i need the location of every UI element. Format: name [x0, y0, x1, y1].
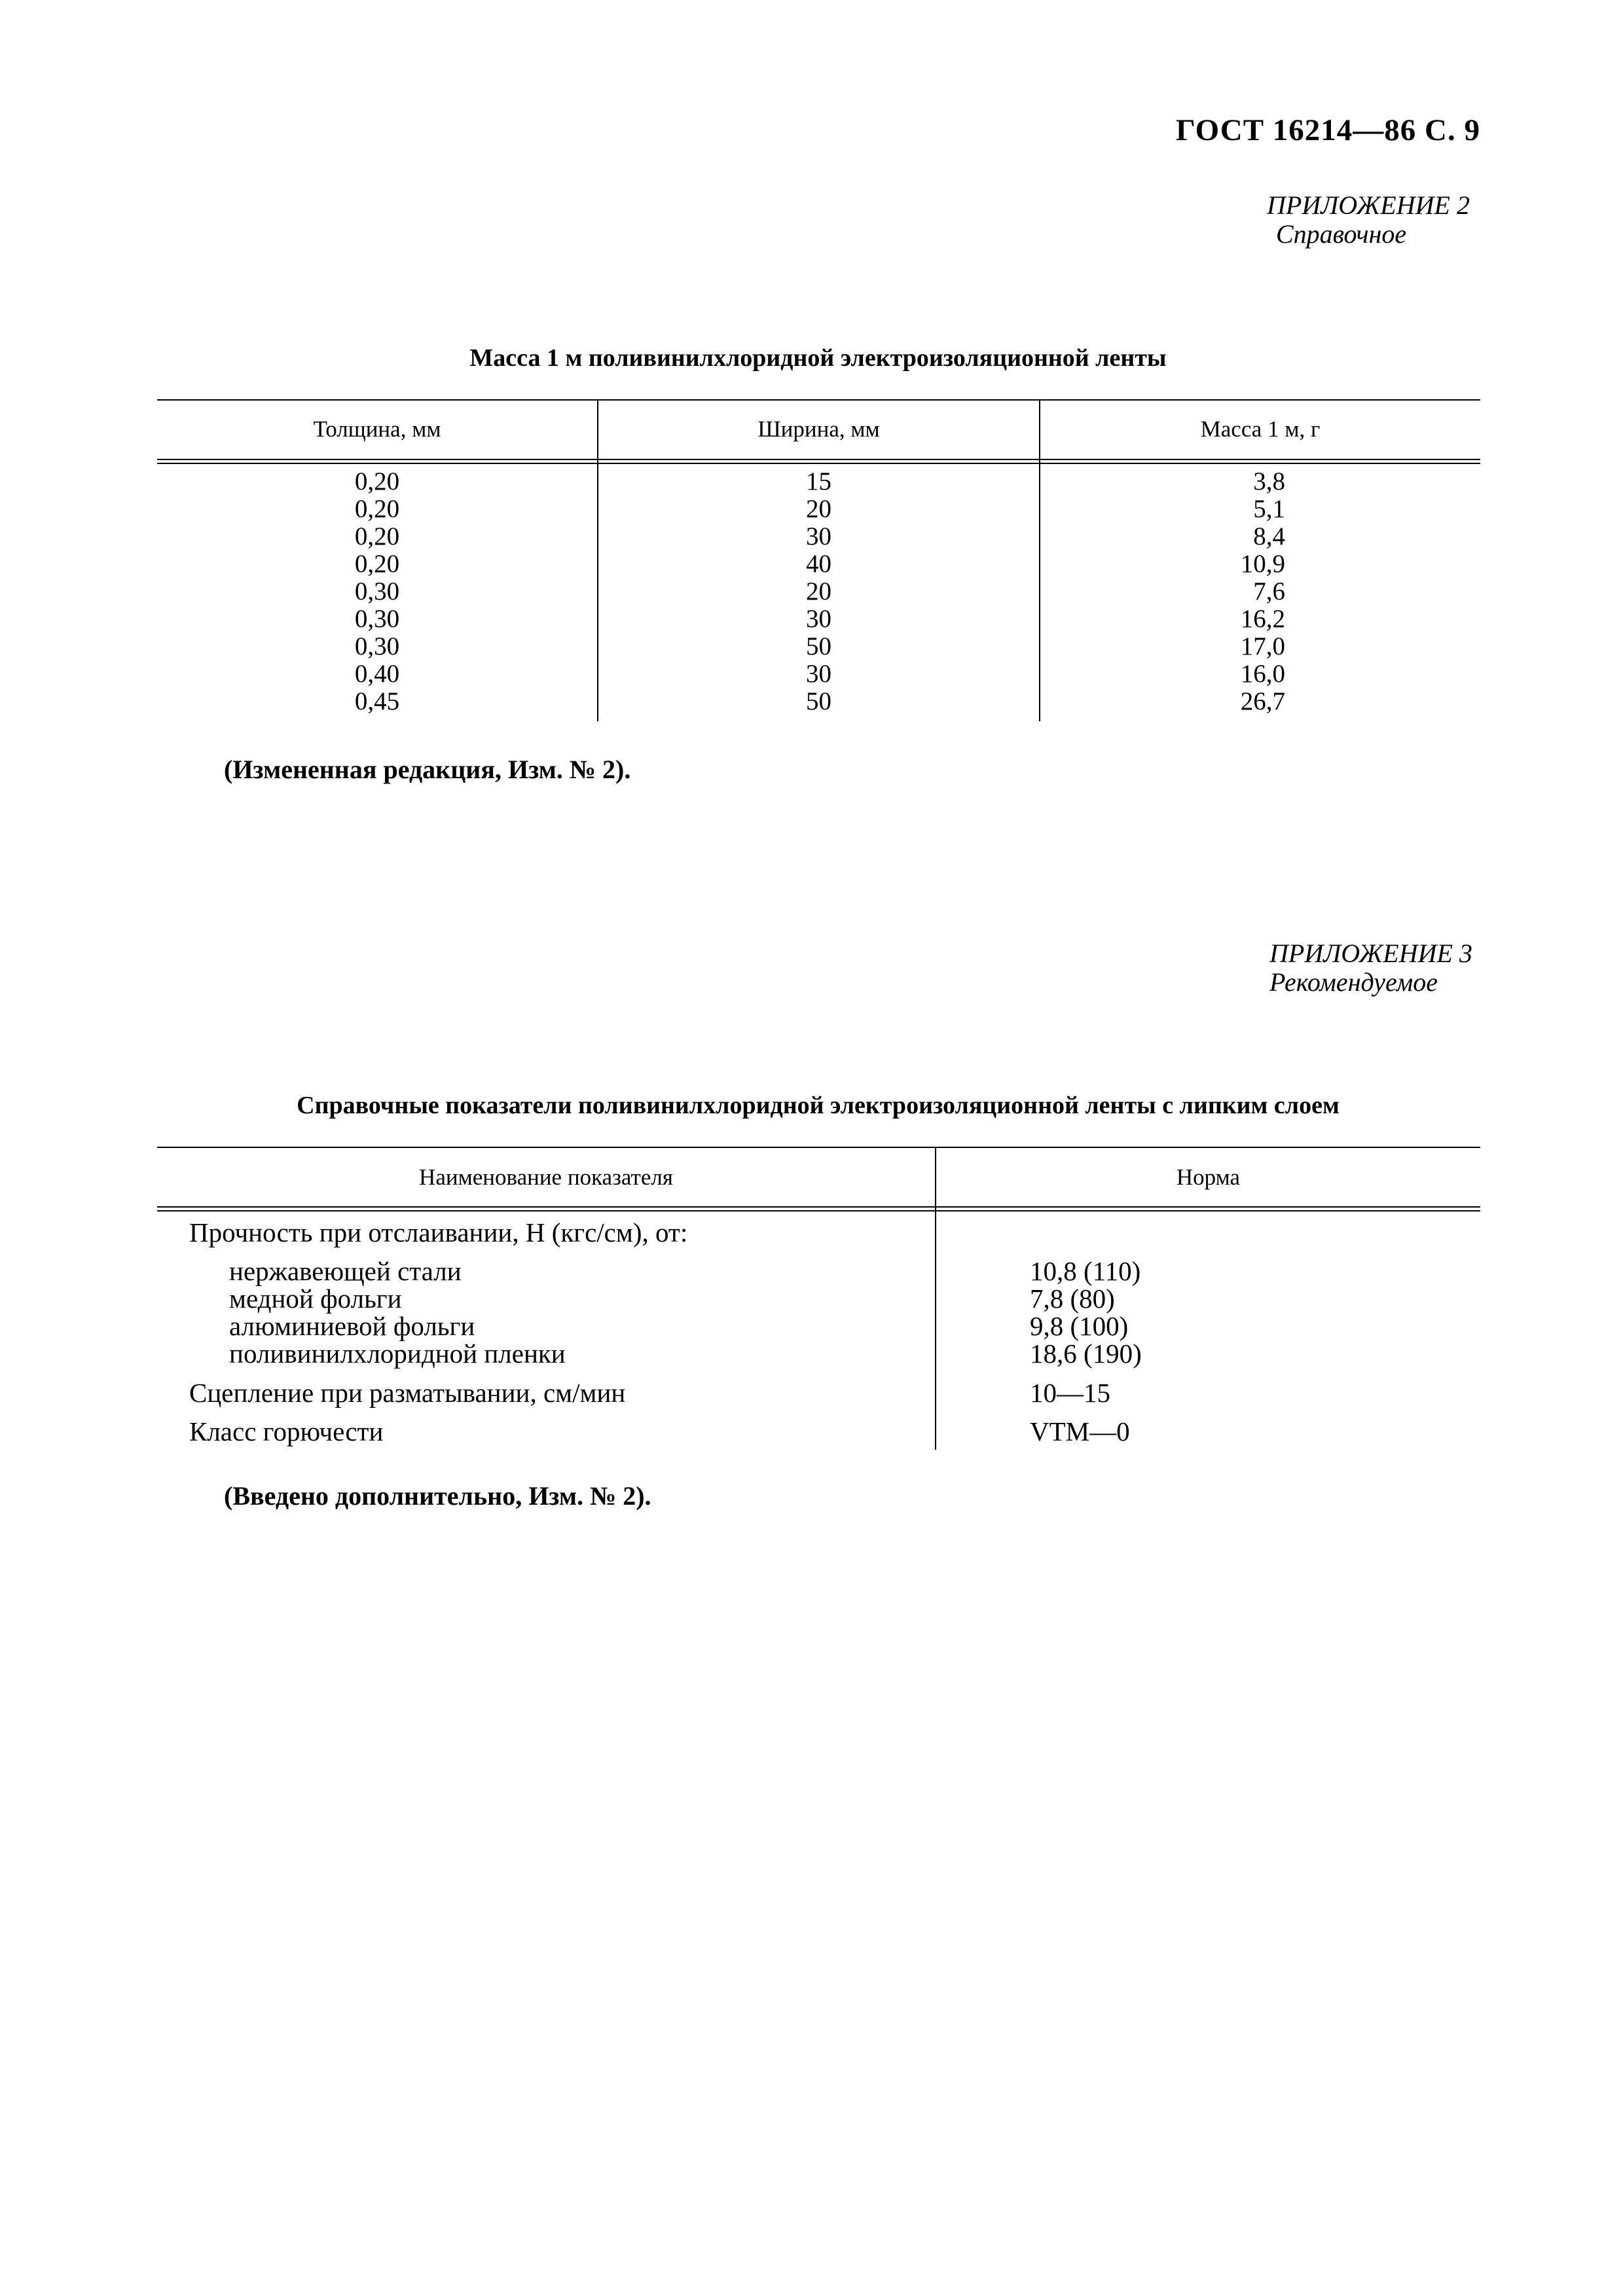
table-1-top-rule	[157, 399, 1480, 401]
page-header: ГОСТ 16214—86 С. 9	[1175, 113, 1480, 147]
table-1-cell-width: 40	[806, 550, 831, 578]
table-2-subrow-value: 10,8 (110)	[1030, 1256, 1141, 1286]
table-1-cell-thickness: 0,40	[354, 660, 400, 688]
table-1-cell-width: 50	[806, 632, 831, 660]
table-1-cell-mass: 5,1	[1253, 495, 1285, 523]
appendix-3-heading	[1269, 939, 1472, 997]
table-1-cell-width: 30	[806, 605, 831, 633]
table-2-row-label: Сцепление при разматывании, см/мин	[189, 1378, 626, 1408]
table-1-cell-thickness: 0,20	[354, 467, 400, 495]
table-2-header-norm: Норма	[1176, 1164, 1241, 1190]
appendix-2-subtitle: Справочное	[1276, 219, 1407, 249]
table-1-cell-thickness: 0,20	[354, 550, 400, 578]
table-1-header-thickness: Толщина, мм	[313, 416, 441, 442]
table-1-cell-thickness: 0,30	[354, 605, 400, 633]
table-2-header-rule	[157, 1206, 1480, 1211]
table-1-cell-mass: 16,0	[1240, 660, 1285, 688]
table-2-subrow-label: медной фольги	[229, 1283, 402, 1314]
table-1-cell-width: 15	[806, 467, 831, 495]
table-1-header-rule	[157, 459, 1480, 464]
table-2-col-divider	[935, 1147, 936, 1450]
table-2-top-rule	[157, 1147, 1480, 1148]
table-1-cell-thickness: 0,20	[354, 522, 400, 550]
table-2-subrow-value: 9,8 (100)	[1030, 1311, 1129, 1341]
table-1-header-mass: Масса 1 м, г	[1200, 416, 1321, 442]
appendix-2-title: ПРИЛОЖЕНИЕ 2	[1267, 190, 1470, 220]
table-1-cell-mass: 7,6	[1253, 577, 1285, 605]
table-2-subrow-value: 18,6 (190)	[1030, 1338, 1142, 1369]
table-1-cell-width: 50	[806, 687, 831, 715]
table-1-title: Масса 1 м поливинилхлоридной электроизоляционной ленты	[469, 344, 1167, 372]
table-1-cell-mass: 16,2	[1240, 605, 1285, 633]
table-2-subrow-value: 7,8 (80)	[1030, 1283, 1115, 1314]
table-1-cell-mass: 10,9	[1240, 550, 1285, 578]
table-1-cell-width: 20	[806, 495, 831, 523]
table-2-row-label: Класс горючести	[189, 1416, 384, 1446]
appendix-2-heading	[1267, 191, 1470, 249]
table-2-subrow-label: алюминиевой фольги	[229, 1311, 475, 1341]
table-2-header-indicator: Наименование показателя	[419, 1164, 673, 1190]
table-1-note: (Измененная редакция, Изм. № 2).	[224, 755, 631, 784]
table-1-cell-thickness: 0,20	[354, 495, 400, 523]
appendix-3-title: ПРИЛОЖЕНИЕ 3	[1269, 939, 1472, 968]
table-1-header-width: Ширина, мм	[757, 416, 880, 442]
table-1-cell-thickness: 0,30	[354, 577, 400, 605]
table-2-row-value: VTM—0	[1030, 1416, 1130, 1446]
table-1-cell-thickness: 0,45	[354, 687, 400, 715]
table-2-subrow-label: поливинилхлоридной пленки	[229, 1338, 566, 1369]
table-1-cell-mass: 26,7	[1240, 687, 1285, 715]
table-2-group-label: Прочность при отслаивании, Н (кгс/см), от:	[189, 1217, 688, 1247]
table-2-subrow-label: нержавеющей стали	[229, 1256, 462, 1286]
table-2-title: Справочные показатели поливинилхлоридной электроизоляционной ленты с липким слоем	[297, 1092, 1340, 1119]
table-1-cell-width: 30	[806, 522, 831, 550]
table-1-cell-mass: 17,0	[1240, 632, 1285, 660]
table-2-row-value: 10—15	[1030, 1378, 1110, 1408]
table-1-cell-thickness: 0,30	[354, 632, 400, 660]
table-2-note: (Введено дополнительно, Изм. № 2).	[224, 1481, 651, 1511]
table-1-cell-width: 30	[806, 660, 831, 688]
appendix-3-subtitle: Рекомендуемое	[1269, 967, 1438, 997]
table-1-cell-width: 20	[806, 577, 831, 605]
table-1-cell-mass: 8,4	[1253, 522, 1285, 550]
table-1-cell-mass: 3,8	[1253, 467, 1285, 495]
